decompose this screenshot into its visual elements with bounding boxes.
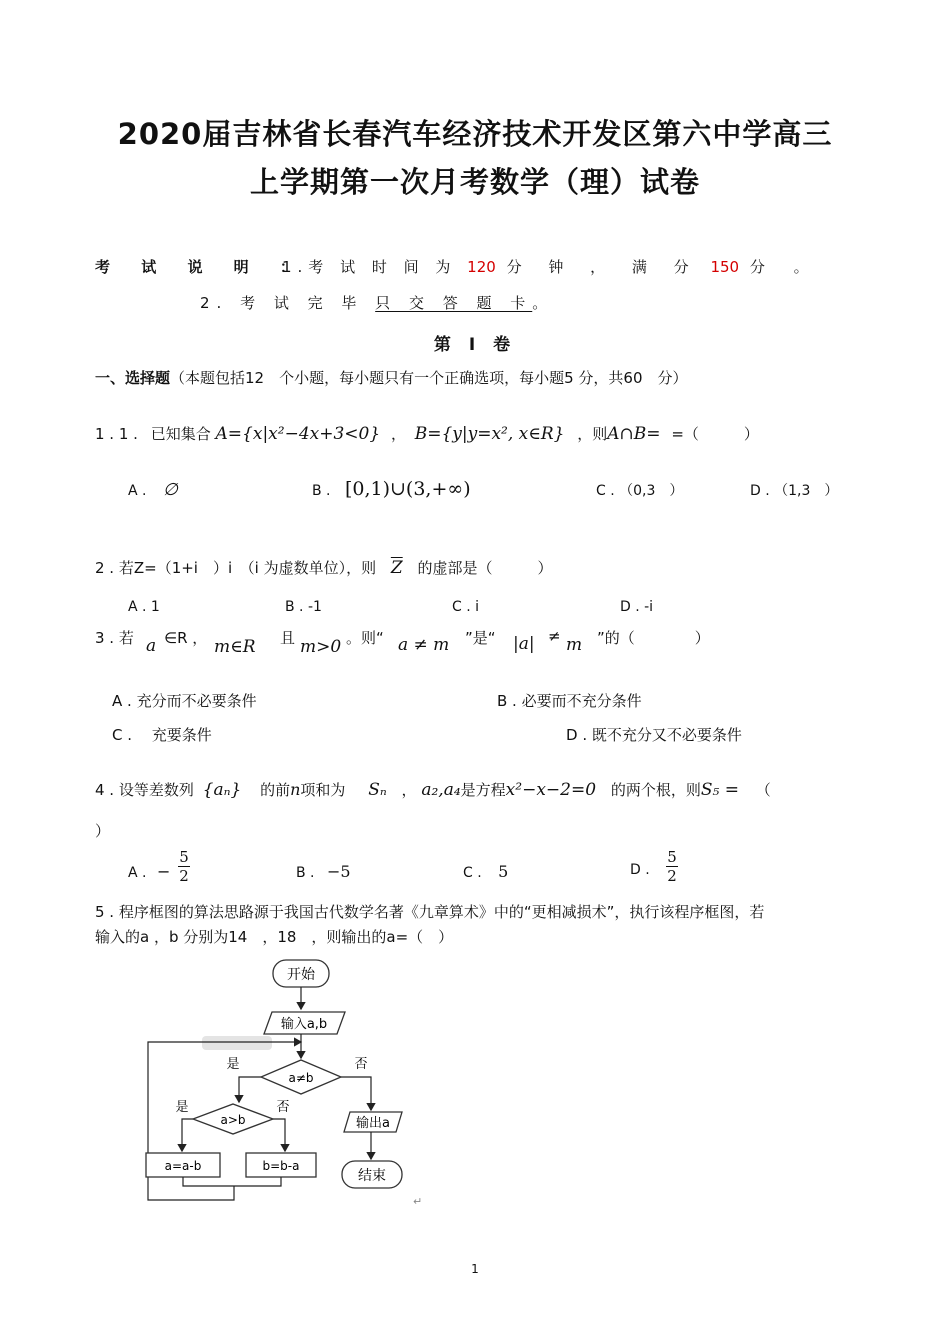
z-conjugate: $\overline{Z}$ [390,558,403,578]
q3-option-a[interactable]: A . 充分而不必要条件 [112,692,257,710]
quadratic-eq: x²−x−2=0 [505,780,597,800]
q4-close-paren: ） [95,822,111,840]
q3-in-r: ∈R ， [164,629,208,647]
question-5-line-1: 5 . 程序框图的算法思路源于我国古代数学名著《九章算术》中的“更相减损术”，执行该程序框图，若 [95,903,765,921]
s5-expr: S₅ = [700,780,739,800]
page-number: 1 [471,1262,479,1276]
q2-option-b[interactable]: B . -1 [285,599,322,615]
q3-m-positive: m>0 [300,637,342,657]
q2-option-d[interactable]: D . -i [620,599,654,615]
intersection-expr: A∩B= [607,424,661,444]
flow-yes1-label: 是 [226,1057,240,1072]
flowchart [130,948,430,1208]
q3-m-in-r: m∈R [214,637,256,657]
instruction-item-2: 2. 考 试 完 毕 只 交 答 题 卡。 [200,294,555,312]
q3-a-ne-m: a ≠ m [398,635,450,655]
q1-option-b[interactable]: B . [0,1)∪(3,+∞) [312,478,471,500]
flow-no1-label: 否 [354,1057,368,1072]
sum-sn: Sₙ [368,780,387,800]
q3-option-b[interactable]: B . 必要而不充分条件 [497,692,642,710]
q3-var-a: a [146,636,157,656]
q4-a-fraction: 5 2 [179,848,189,885]
title-line-2: 上学期第一次月考数学（理）试卷 [249,165,700,199]
exam-time: 120 [467,258,496,276]
volume-heading: 第 Ⅰ 卷 [433,335,517,355]
q1-option-a[interactable]: A . ∅ [128,480,178,500]
flow-no2-label: 否 [276,1100,290,1115]
question-3-start: 3 . 若 [95,629,134,647]
q3-ne: ≠ [548,627,561,645]
section-heading: 一、选择题（本题包括12 个小题，每小题只有一个正确选项，每小题5 分，共60 分） [95,369,688,387]
question-4: 4 . 设等差数列 {aₙ} 的前n项和为 Sₙ ， a₂,a₄是方程x²−x−2=0 的两个根，则S₅ = （ [95,780,771,800]
set-a: A={x|x²−4x+3<0} [215,424,381,444]
q4-option-b[interactable]: B . −5 [296,862,351,881]
q1-option-c[interactable]: C . （0,3 ） [596,483,684,499]
q3-option-c[interactable]: C . 充要条件 [112,726,212,744]
blurred-patch [202,1036,272,1050]
q2-option-a[interactable]: A . 1 [128,599,160,615]
q3-abs-a: |a| [513,634,535,654]
q3-is: ”是“ [465,629,496,647]
instructions-label: 考 试 说 明 ： [95,258,308,276]
return-mark-icon: ↵ [413,1195,423,1208]
q2-option-c[interactable]: C . i [452,599,480,615]
terms-a2-a4: a₂,a₄ [421,780,461,800]
question-1: 1 . 1 . 已知集合 A={x|x²−4x+3<0} ， B={y|y=x², x∈R} ，则A∩B= =（ ） [95,424,759,444]
flow-yes2-label: 是 [175,1100,189,1115]
flow-input-label: 输入a,b [280,1017,328,1032]
flow-cond1-label: a≠b [288,1071,314,1085]
sequence-an: {aₙ} [202,780,242,800]
question-2: 2 . 若Z=（1+i ）i （i 为虚数单位），则 $\overline{Z}$ 的虚部是（ ） [95,558,553,578]
set-b: B={y|y=x², x∈R} [414,424,565,444]
q4-option-c[interactable]: C . 5 [463,862,509,881]
q3-option-d[interactable]: D . 既不充分又不必要条件 [566,726,742,744]
flow-output-label: 输出a [356,1116,390,1131]
answer-sheet-note: 只 交 答 题 卡 [375,294,533,312]
q3-of: ”的（ ） [597,629,710,647]
flow-assign-a-label: a=a-b [164,1159,202,1173]
q1-option-d[interactable]: D . （1,3 ） [750,483,839,499]
q3-and: 且 [280,629,296,647]
flow-assign-b-label: b=b-a [262,1159,300,1173]
q4-option-d[interactable]: D . [630,862,650,878]
flow-start-label: 开始 [287,967,315,983]
q4-option-a[interactable]: A . − [128,862,171,881]
flow-end-label: 结束 [358,1168,386,1184]
question-5-line-2: 输入的a ，b 分别为14 ，18 ，则输出的a=（ ） [95,928,454,946]
flow-cond2-label: a>b [220,1113,246,1127]
q4-d-fraction: 5 2 [667,848,677,885]
q3-m: m [566,635,583,655]
full-score: 150 [710,258,740,276]
q3-then: 。则“ [346,629,384,647]
title-line-1: 2020届吉林省长春汽车经济技术开发区第六中学高三 [117,117,833,151]
instruction-item-1: 1.考 试 时 间 为 120 分 钟 ， 满 分 150 分 。 [282,258,821,276]
